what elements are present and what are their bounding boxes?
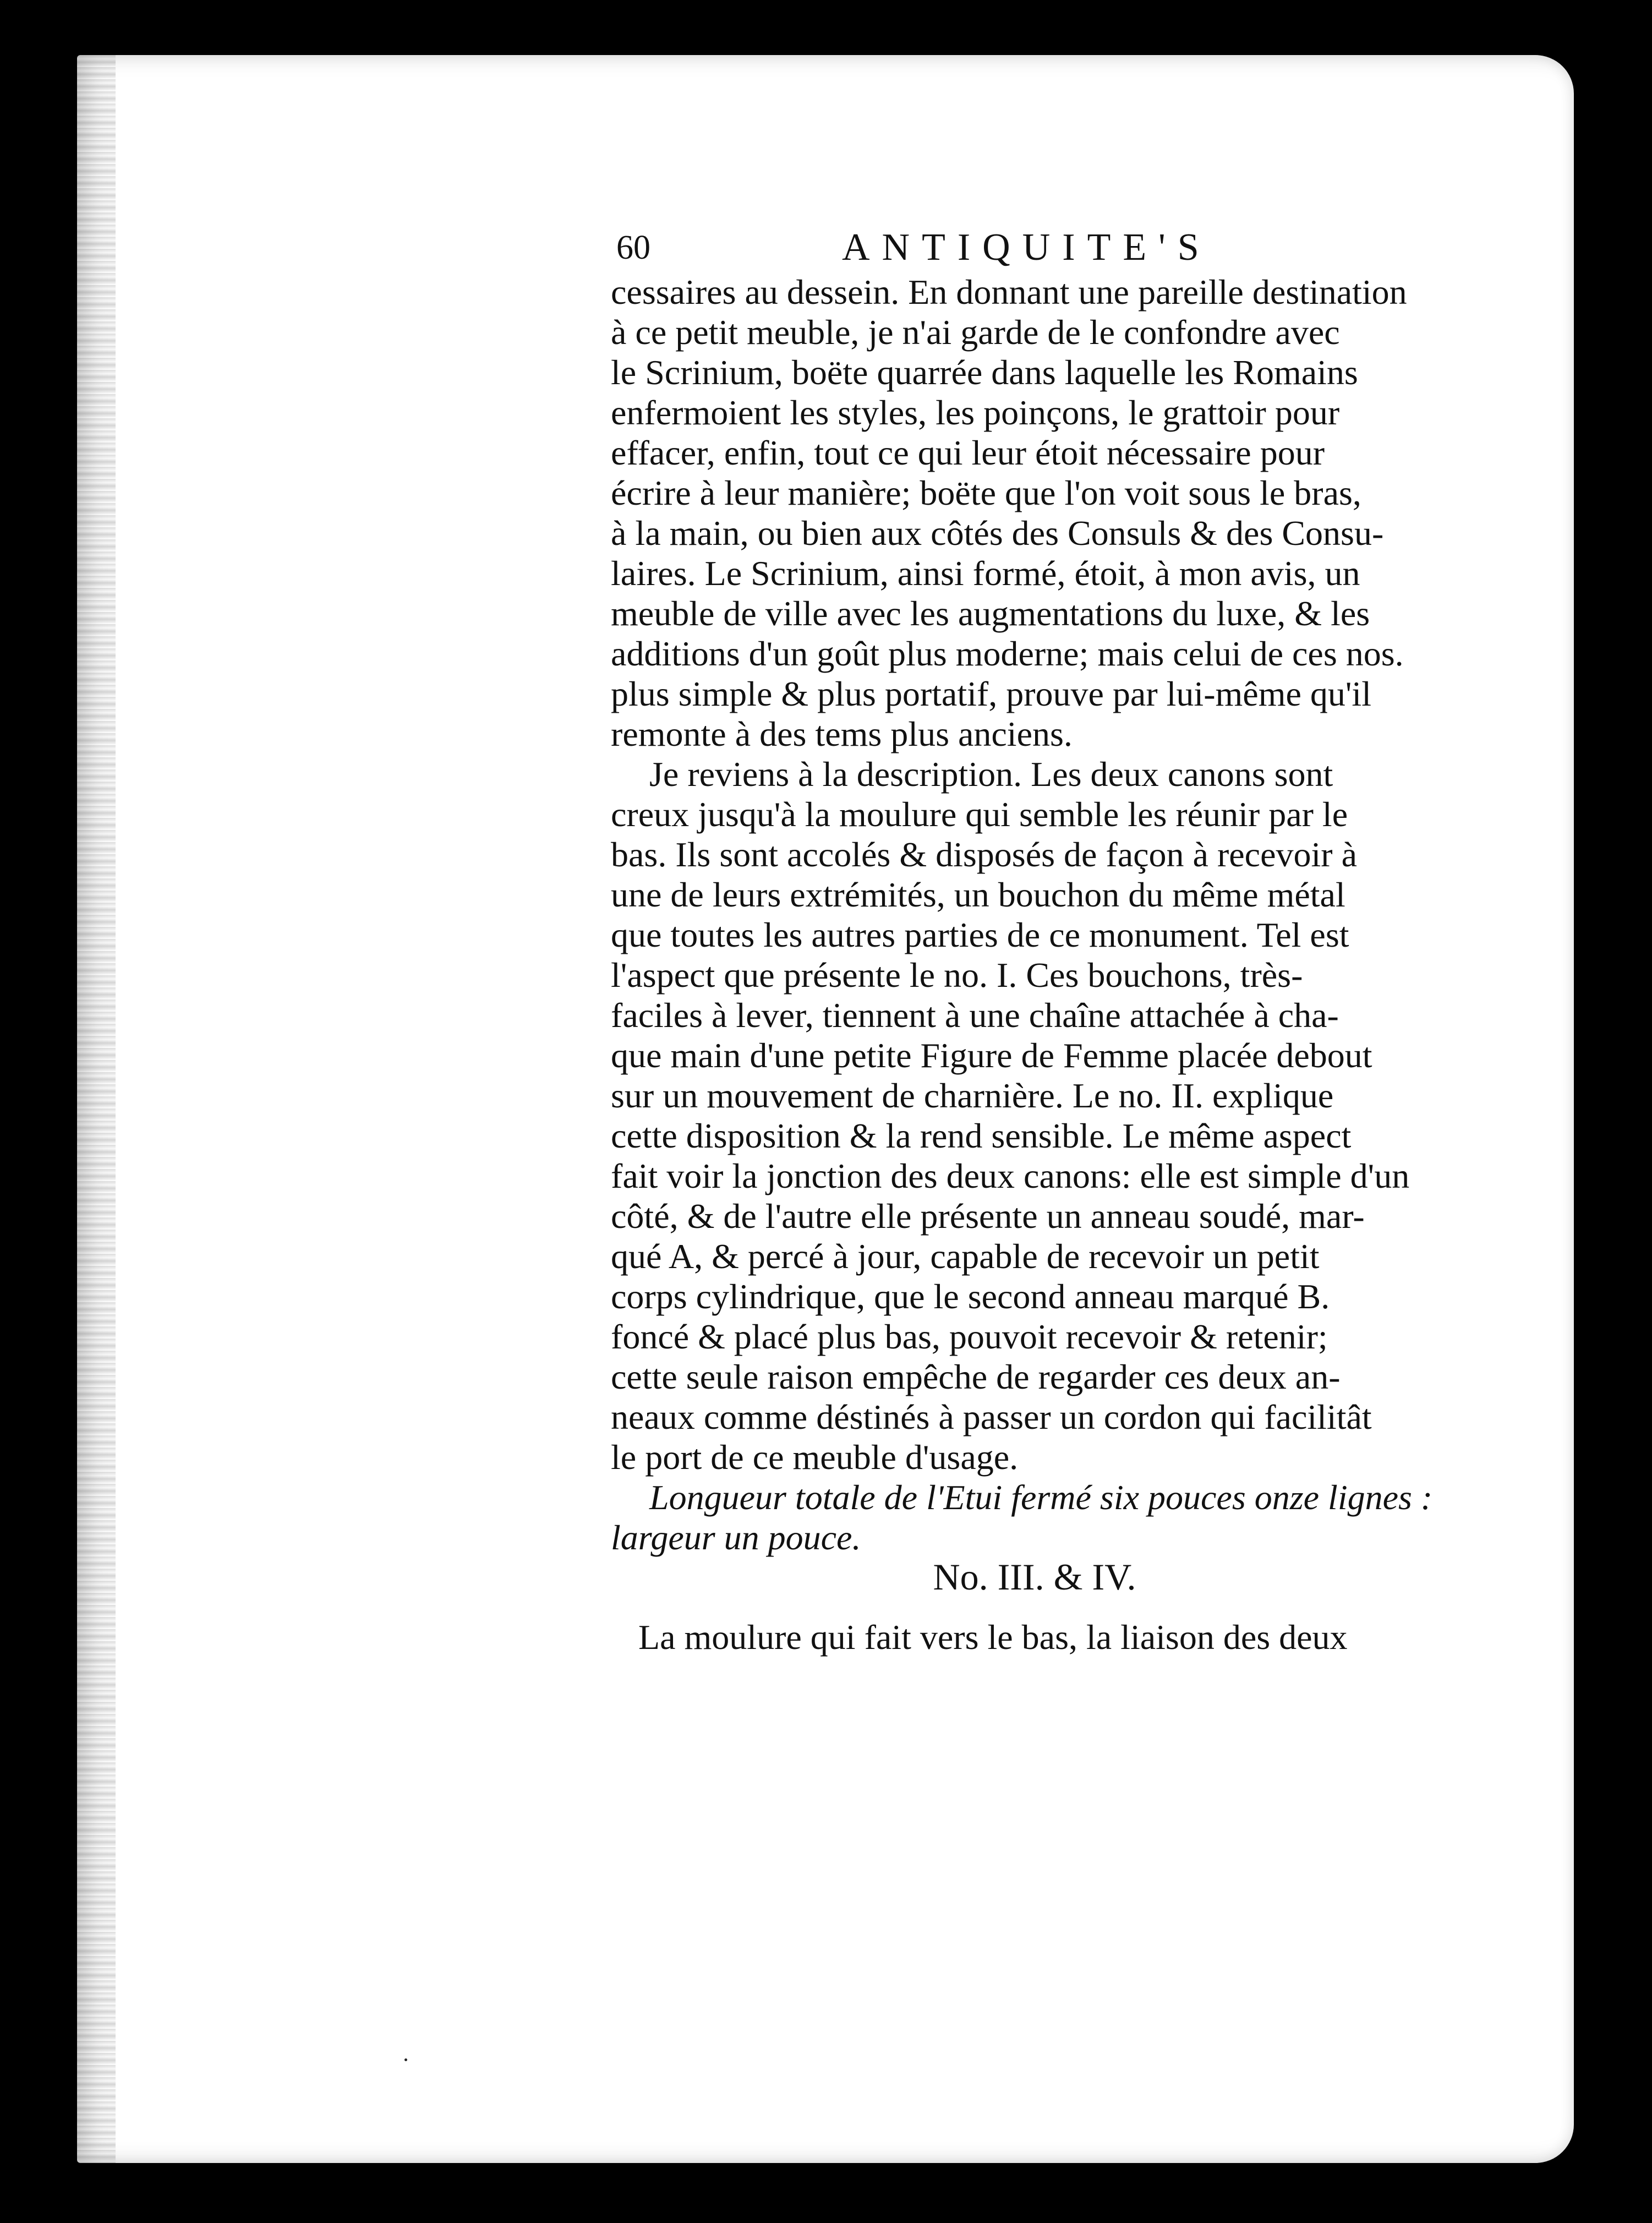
paper-speck: [404, 2058, 407, 2061]
text-line: meuble de ville avec les augmentations du luxe, & les: [611, 594, 1370, 633]
text-line: écrire à leur manière; boëte que l'on voit sous le bras,: [611, 473, 1361, 512]
text-line: corps cylindrique, que le second anneau marqué B.: [611, 1277, 1330, 1316]
text-line: que toutes les autres parties de ce monument. Tel est: [611, 915, 1349, 954]
running-head: [611, 220, 1458, 275]
text-line: l'aspect que présente le no. I. Ces bouchons, très-: [611, 955, 1303, 995]
text-line: neaux comme déstinés à passer un cordon qui facilitât: [611, 1397, 1372, 1437]
text-line: cette disposition & la rend sensible. Le même aspect: [611, 1116, 1352, 1155]
text-line: La moulure qui fait vers le bas, la liaison des deux: [638, 1618, 1348, 1657]
text-line: côté, & de l'autre elle présente un anneau soudé, mar-: [611, 1197, 1365, 1236]
text-line: effacer, enfin, tout ce qui leur étoit nécessaire pour: [611, 433, 1325, 472]
text-line: plus simple & plus portatif, prouve par lui-même qu'il: [611, 674, 1371, 713]
section-heading: No. III. & IV.: [933, 1556, 1136, 1598]
page-number: 60: [616, 229, 650, 266]
text-line: additions d'un goût plus moderne; mais celui de ces nos.: [611, 634, 1404, 673]
text-line: faciles à lever, tiennent à une chaîne attachée à cha-: [611, 996, 1339, 1035]
text-line: le Scrinium, boëte quarrée dans laquelle les Romains: [611, 353, 1358, 392]
text-line: à ce petit meuble, je n'ai garde de le confondre avec: [611, 313, 1340, 352]
paragraph-start-line: Je reviens à la description. Les deux canons sont: [649, 755, 1333, 794]
text-line: remonte à des tems plus anciens.: [611, 714, 1073, 753]
text-line: foncé & placé plus bas, pouvoit recevoir & retenir;: [611, 1317, 1328, 1356]
text-line: enfermoient les styles, les poinçons, le grattoir pour: [611, 393, 1340, 432]
text-line: cessaires au dessein. En donnant une pareille destination: [611, 272, 1407, 312]
text-line: qué A, & percé à jour, capable de recevoir un petit: [611, 1237, 1320, 1276]
text-line: cette seule raison empêche de regarder ces deux an-: [611, 1357, 1341, 1396]
text-line: le port de ce meuble d'usage.: [611, 1438, 1019, 1477]
measurement-line: largeur un pouce.: [611, 1518, 861, 1557]
text-line: une de leurs extrémités, un bouchon du même métal: [611, 875, 1345, 914]
body-text: [611, 272, 1469, 1558]
text-line: sur un mouvement de charnière. Le no. II. explique: [611, 1076, 1334, 1115]
page-gutter-shadow: [77, 55, 116, 2163]
running-title: ANTIQUITE'S: [842, 226, 1211, 269]
text-line: à la main, ou bien aux côtés des Consuls & des Consu-: [611, 514, 1384, 553]
text-line: bas. Ils sont accolés & disposés de façon à recevoir à: [611, 835, 1357, 874]
text-line: laires. Le Scrinium, ainsi formé, étoit, à mon avis, un: [611, 554, 1360, 593]
text-line: creux jusqu'à la moulure qui semble les réunir par le: [611, 795, 1348, 834]
measurement-line: Longueur totale de l'Etui fermé six pouces onze lignes :: [649, 1478, 1433, 1517]
text-line: fait voir la jonction des deux canons: elle est simple d'un: [611, 1156, 1410, 1195]
text-line: que main d'une petite Figure de Femme placée debout: [611, 1036, 1372, 1075]
